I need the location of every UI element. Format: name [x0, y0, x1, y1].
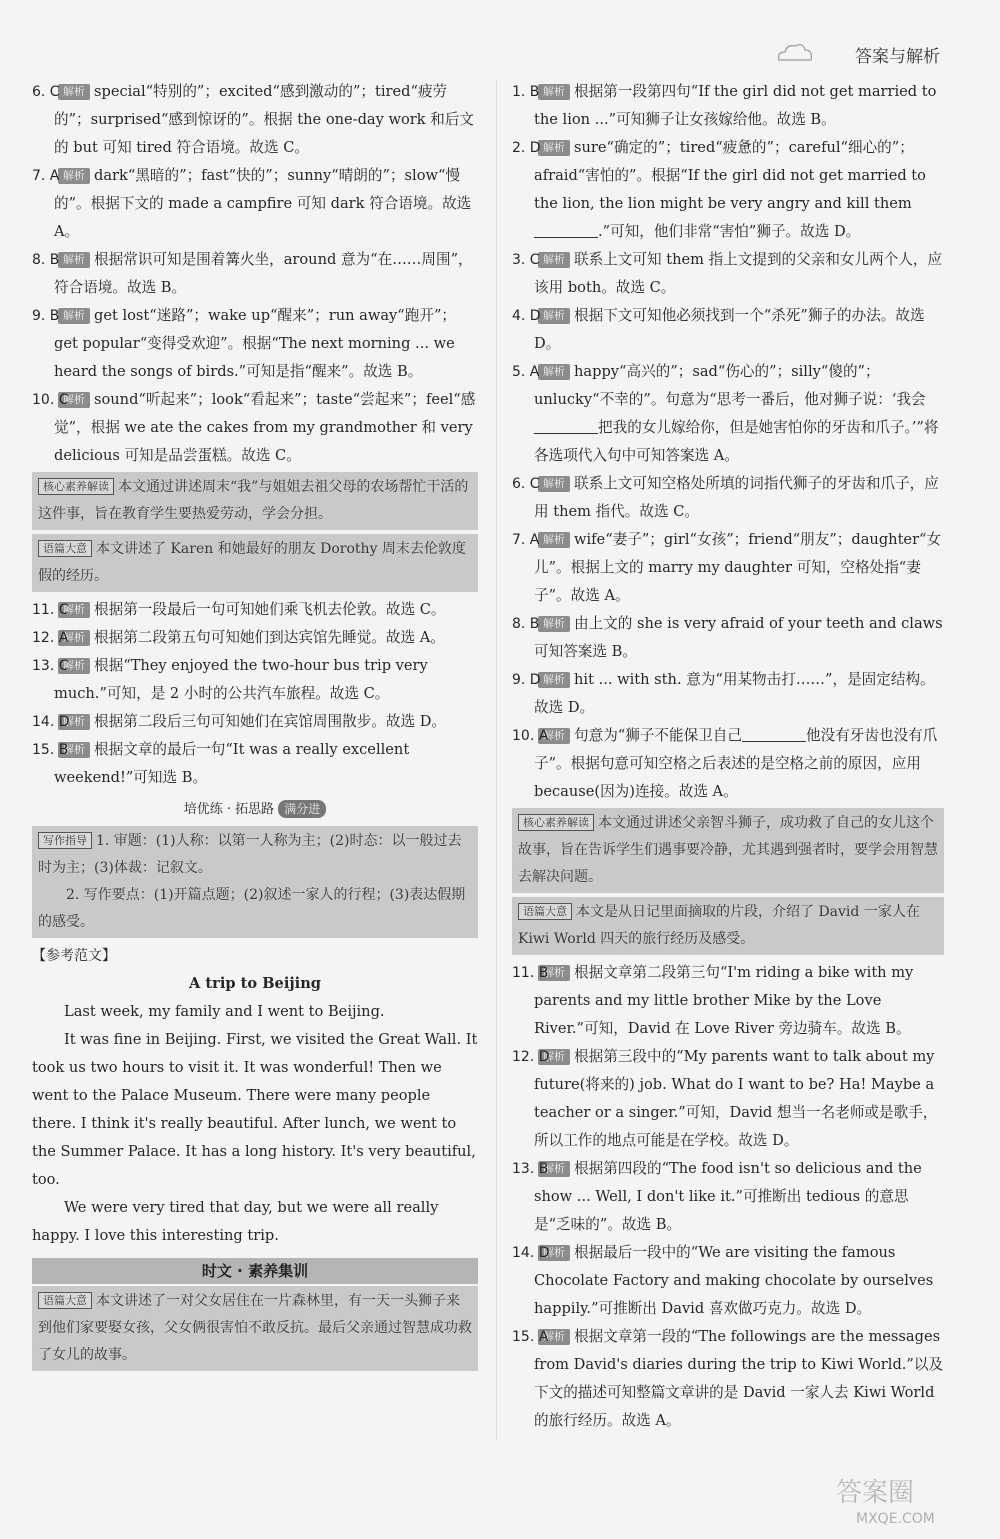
answer-number: 13. B — [512, 1161, 549, 1177]
answer-number: 3. C — [512, 252, 540, 268]
answer-text: 根据文章的最后一句“It was a really excellent weekend!”可知选 B。 — [54, 741, 410, 786]
answer-text: 根据第一段最后一句可知她们乘飞机去伦敦。故选 C。 — [94, 601, 446, 618]
watermark-url: MXQE.COM — [856, 1511, 935, 1527]
passage-summary-box-2 — [32, 1286, 478, 1371]
passage-summary-text-right: 本文是从日记里面摘取的片段，介绍了 David 一家人在 Kiwi World 四天的旅行经历及感受。 — [518, 904, 920, 947]
answer-item — [32, 624, 478, 652]
analysis-tag: 解析 — [58, 84, 90, 100]
left-answer-list — [32, 78, 478, 470]
writing-guide-box — [32, 826, 478, 938]
answer-item — [512, 959, 944, 1043]
answer-item — [512, 1239, 944, 1323]
answer-text: 根据第三段中的“My parents want to talk about my future(将来的) job. What do I want to be? Ha! Maybe a teacher or a singer.”可知，David 想当一名老师或是歌手，所以工作的地点可能是在学校。故选 D。 — [534, 1048, 938, 1149]
banner-pill: 满分进 — [278, 800, 326, 818]
reference-essay-label: 【参考范文】 — [32, 948, 116, 964]
answer-text: 由上文的 she is very afraid of your teeth and claws 可知答案选 B。 — [534, 615, 943, 660]
essay-paragraph: It was fine in Beijing. First, we visited the Great Wall. It took us two hours to visit it. It was wonderful! Then we went to the Palace Museum. There were many people there. I think it's really beautiful. After lunch, we went to the Summer Palace. It has a long history. It's very beautiful, too. — [32, 1031, 478, 1188]
answer-item — [32, 596, 478, 624]
answer-text: 根据下文可知他必须找到一个“杀死”狮子的办法。故选 D。 — [534, 307, 925, 352]
answer-item — [512, 246, 944, 302]
answer-number: 11. C — [32, 602, 69, 618]
essay-body — [32, 998, 478, 1250]
analysis-tag: 解析 — [58, 308, 90, 324]
answer-text: hit ... with sth. 意为“用某物击打……”，是固定结构。故选 D。 — [534, 671, 935, 716]
analysis-tag: 解析 — [538, 532, 570, 548]
answer-text: sound“听起来”；look“看起来”；taste“尝起来”；feel“感觉”，根据 we ate the cakes from my grandmother 和 very delicious 可知是品尝蛋糕。故选 C。 — [54, 391, 476, 464]
answer-number: 14. D — [512, 1245, 550, 1261]
answer-item — [512, 78, 944, 134]
passage-summary-tag-2: 语篇大意 — [38, 1292, 92, 1309]
section-header: 答案与解析 — [855, 47, 940, 67]
answer-text: 联系上文可知空格处所填的词指代狮子的牙齿和爪子，应用 them 指代。故选 C。 — [534, 475, 939, 520]
right-answer-list-2 — [512, 959, 944, 1435]
core-literacy-box-right — [512, 808, 944, 893]
answer-number: 6. C — [32, 84, 60, 100]
analysis-tag: 解析 — [538, 965, 570, 981]
answer-number: 8. B — [512, 616, 540, 632]
analysis-tag: 解析 — [538, 672, 570, 688]
analysis-tag: 解析 — [58, 168, 90, 184]
analysis-tag: 解析 — [538, 252, 570, 268]
answer-text: 根据第二段后三句可知她们在宾馆周围散步。故选 D。 — [94, 713, 446, 730]
passage-summary-text: 本文讲述了 Karen 和她最好的朋友 Dorothy 周末去伦敦度假的经历。 — [38, 541, 466, 584]
answer-text: get lost“迷路”；wake up“醒来”；run away“跑开”；get popular“变得受欢迎”。根据“The next morning ... we heard the songs of birds.”可知是指“醒来”。故选 B。 — [54, 307, 457, 380]
analysis-tag: 解析 — [538, 84, 570, 100]
answer-text: 根据“They enjoyed the two-hour bus trip very much.”可知，是 2 小时的公共汽车旅程。故选 C。 — [54, 657, 428, 702]
answer-number: 13. C — [32, 658, 69, 674]
answer-item — [512, 302, 944, 358]
essay-paragraph: Last week, my family and I went to Beijing. — [64, 1003, 385, 1020]
analysis-tag: 解析 — [538, 1161, 570, 1177]
answer-text: 根据第一段第四句“If the girl did not get married to the lion ...”可知狮子让女孩嫁给他。故选 B。 — [534, 83, 937, 128]
answer-item — [512, 666, 944, 722]
answer-item — [512, 1323, 944, 1435]
answer-text: 根据第四段的“The food isn't so delicious and the show ... Well, I don't like it.”可推断出 tedious 的意思是“乏味的”。故选 B。 — [534, 1160, 922, 1233]
answer-text-after: .”可知，他们非常“害怕”狮子。故选 D。 — [598, 223, 861, 240]
answer-number: 15. A — [512, 1329, 549, 1345]
writing-guide-line2: 2. 写作要点：(1)开篇点题；(2)叙述一家人的行程；(3)表达假期的感受。 — [38, 887, 466, 930]
column-divider — [496, 80, 497, 1440]
answer-text: 根据最后一段中的“We are visiting the famous Chocolate Factory and making chocolate by ourselves happily.”可推断出 David 喜欢做巧克力。故选 D。 — [534, 1244, 934, 1317]
essay-paragraph: We were very tired that day, but we were all really happy. I love this interesting trip. — [32, 1199, 439, 1244]
writing-guide-line1: 1. 审题：(1)人称：以第一人称为主；(2)时态：以一般过去时为主；(3)体裁：记叙文。 — [38, 833, 462, 876]
answer-number: 5. A — [512, 364, 540, 380]
answer-number: 9. D — [512, 672, 541, 688]
answer-item — [512, 722, 944, 806]
analysis-tag: 解析 — [538, 728, 570, 744]
answer-number: 11. B — [512, 965, 549, 981]
answer-item — [512, 610, 944, 666]
answer-number: 9. B — [32, 308, 60, 324]
right-answer-list — [512, 78, 944, 806]
answer-item — [512, 526, 944, 610]
answer-item — [32, 708, 478, 736]
answer-text: happy“高兴的”；sad“伤心的”；silly“傻的”；unlucky“不幸的”。句意为“思考一番后，他对狮子说：‘我会 — [534, 363, 926, 408]
analysis-tag: 解析 — [538, 140, 570, 156]
answer-number: 10. A — [512, 728, 549, 744]
fill-blank — [742, 728, 806, 742]
answer-item — [32, 78, 478, 162]
watermark-logo — [816, 1471, 986, 1531]
answer-number: 10. C — [32, 392, 69, 408]
answer-item — [32, 246, 478, 302]
banner-title: 培优练 · 拓思路 — [183, 802, 275, 817]
watermark-text: 答案圈 — [836, 1478, 915, 1508]
answer-text: 根据文章第二段第三句“I'm riding a bike with my parents and my little brother Mike by the Love River.”可知，David 在 Love River 旁边骑车。故选 B。 — [534, 964, 914, 1037]
answer-number: 4. D — [512, 308, 541, 324]
answer-item — [32, 162, 478, 246]
analysis-tag: 解析 — [538, 1049, 570, 1065]
answer-number: 12. D — [512, 1049, 550, 1065]
answer-number: 7. A — [512, 532, 540, 548]
right-column — [512, 78, 944, 1435]
answer-number: 2. D — [512, 140, 541, 156]
answer-text: 根据文章第一段的“The followings are the messages from David's diaries during the trip to Kiwi World.”以及下文的描述可知整篇文章讲的是 David 一家人去 Kiwi World 的旅行经历。故选 A。 — [534, 1328, 944, 1429]
analysis-tag: 解析 — [58, 630, 90, 646]
analysis-tag: 解析 — [58, 252, 90, 268]
analysis-tag: 解析 — [538, 476, 570, 492]
analysis-tag: 解析 — [538, 616, 570, 632]
answer-item — [32, 652, 478, 708]
writing-guide-tag: 写作指导 — [38, 832, 92, 849]
passage-summary-tag-right: 语篇大意 — [518, 903, 572, 920]
analysis-tag: 解析 — [538, 308, 570, 324]
section-banner — [32, 798, 478, 822]
answer-number: 1. B — [512, 84, 540, 100]
passage-summary-tag: 语篇大意 — [38, 540, 92, 557]
passage-summary-box — [32, 534, 478, 592]
answer-text: wife“妻子”；girl“女孩”；friend“朋友”；daughter“女儿”。根据上文的 marry my daughter 可知，空格处指“妻子”。故选 A。 — [534, 531, 942, 604]
core-literacy-text-right: 本文通过讲述父亲智斗狮子，成功救了自己的女儿这个故事，旨在告诉学生们遇事要冷静，尤其遇到强者时，要学会用智慧去解决问题。 — [518, 815, 938, 885]
answer-number: 14. D — [32, 714, 70, 730]
core-literacy-tag: 核心素养解读 — [38, 478, 114, 495]
left-column — [32, 78, 478, 1375]
cloud-decoration-icon — [775, 40, 815, 66]
answer-text-after: 他没有牙齿也没有爪子”。根据句意可知空格之后表述的是空格之前的原因，应用 because(因为)连接。故选 A。 — [534, 727, 938, 800]
answer-item — [512, 358, 944, 470]
answer-item — [32, 302, 478, 386]
essay-title: A trip to Beijing — [188, 975, 322, 992]
analysis-tag: 解析 — [538, 364, 570, 380]
answer-text: 句意为“狮子不能保卫自己 — [574, 727, 742, 744]
analysis-tag: 解析 — [538, 1329, 570, 1345]
analysis-tag: 解析 — [58, 714, 90, 730]
answer-item — [512, 1043, 944, 1155]
answer-item — [32, 736, 478, 792]
analysis-tag: 解析 — [538, 1245, 570, 1261]
analysis-tag: 解析 — [58, 392, 90, 408]
core-literacy-text: 本文通过讲述周末“我”与姐姐去祖父母的农场帮忙干活的这件事，旨在教育学生要热爱劳动，学会分担。 — [38, 479, 469, 522]
answer-item — [32, 386, 478, 470]
core-literacy-box — [32, 472, 478, 530]
answer-text: 根据第二段第五句可知她们到达宾馆先睡觉。故选 A。 — [94, 629, 445, 646]
answer-text-after: 把我的女儿嫁给你，但是她害怕你的牙齿和爪子。’”将各选项代入句中可知答案选 A。 — [534, 419, 939, 464]
analysis-tag: 解析 — [58, 658, 90, 674]
answer-text: sure“确定的”；tired“疲惫的”；careful“细心的”；afraid“害怕的”。根据“If the girl did not get married to the lion, the lion might be very angry and kill them — [534, 139, 926, 212]
core-literacy-tag-right: 核心素养解读 — [518, 814, 594, 831]
answer-number: 6. C — [512, 476, 540, 492]
answer-text: 联系上文可知 them 指上文提到的父亲和女儿两个人，应该用 both。故选 C。 — [534, 251, 943, 296]
fill-blank — [534, 420, 598, 434]
answer-text: dark“黑暗的”；fast“快的”；sunny“晴朗的”；slow“慢的”。根据下文的 made a campfire 可知 dark 符合语境。故选 A。 — [54, 167, 472, 240]
answer-text: special“特别的”；excited“感到激动的”；tired“疲劳的”；surprised“感到惊讶的”。根据 the one-day work 和后文的 but 可知 tired 符合语境。故选 C。 — [54, 83, 475, 156]
answer-number: 12. A — [32, 630, 69, 646]
answer-text: 根据常识可知是围着篝火坐，around 意为“在……周围”，符合语境。故选 B。 — [54, 251, 473, 296]
section-bar-title: 时文 · 素养集训 — [32, 1258, 478, 1284]
answer-item — [512, 1155, 944, 1239]
passage-summary-box-right — [512, 897, 944, 955]
answer-item — [512, 470, 944, 526]
left-answer-list-2 — [32, 596, 478, 792]
answer-item — [512, 134, 944, 246]
analysis-tag: 解析 — [58, 742, 90, 758]
answer-number: 7. A — [32, 168, 60, 184]
answer-number: 15. B — [32, 742, 69, 758]
fill-blank — [534, 224, 598, 238]
passage-summary-text-2: 本文讲述了一对父女居住在一片森林里，有一天一头狮子来到他们家要娶女孩，父女俩很害怕不敢反抗。最后父亲通过智慧成功救了女儿的故事。 — [38, 1293, 472, 1363]
answer-number: 8. B — [32, 252, 60, 268]
analysis-tag: 解析 — [58, 602, 90, 618]
